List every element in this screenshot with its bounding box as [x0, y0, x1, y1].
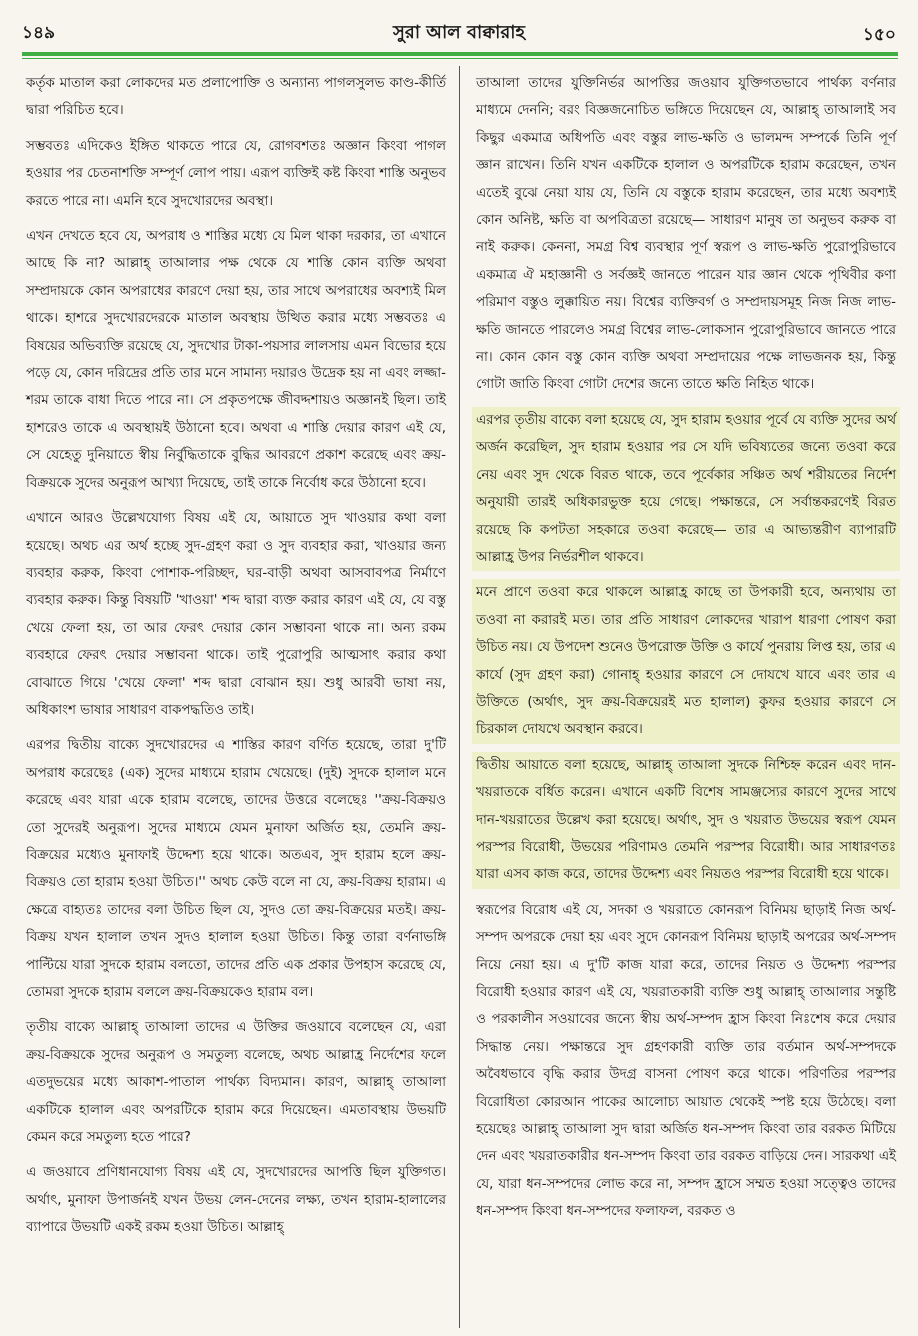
paragraph: এরপর দ্বিতীয় বাক্যে সুদখোরদের এ শাস্তির কারণ বর্ণিত হয়েছে, তারা দু'টি অপরাধ করেছেঃ (এক) সুদের মাধ্যমে হারাম খেয়েছে। (দুই) সুদকে হালাল মনে করেছে এবং যারা একে হারাম বলেছে, তাদের উত্তরে বলেছেঃ ''ক্রয়-বিক্রয়ও তো সুদেরই অনুরূপ। সুদের মাধ্যমে যেমন মুনাফা অর্জিত হয়, তেমনি ক্রয়-বিক্রয়ের মধ্যেও মুনাফাই উদ্দেশ্য হয়ে থাকে। অতএব, সুদ হারাম হলে ক্রয়-বিক্রয়ও তো হারাম হওয়া উচিত।'' অথচ কেউ বলে না যে, ক্রয়-বিক্রয় হারাম। এ ক্ষেত্রে বাহ্যতঃ তাদের বলা উচিত ছিল যে, সুদও তো ক্রয়-বিক্রয়ের মতই। ক্রয়-বিক্রয় যখন হালাল তখন সুদও হালাল হওয়া উচিত। কিন্তু তারা বর্ণনাভঙ্গি পাল্টিয়ে যারা সুদকে হারাম বলতো, তাদের প্রতি এক প্রকার উপহাস করেছে যে, তোমরা সুদকে হারাম বললে ক্রয়-বিক্রয়কেও হারাম বল। [26, 738, 446, 1000]
paragraph: এ জওয়াবে প্রণিধানযোগ্য বিষয় এই যে, সুদখোরদের আপত্তি ছিল যুক্তিগত। অর্থাৎ, মুনাফা উপার্জনই যখন উভয় লেন-দেনের লক্ষ্য, তখন হারাম-হালালের ব্যাপারে উভয়টি একই রকম হওয়া উচিত। আল্লাহ্ [26, 1165, 446, 1236]
paragraph: এখন দেখতে হবে যে, অপরাধ ও শাস্তির মধ্যে যে মিল থাকা দরকার, তা এখানে আছে কি না? আল্লাহ্ তাআলার পক্ষ থেকে যে শাস্তি কোন ব্যক্তি অথবা সম্প্রদায়কে কোন অপরাধের কারণে দেয়া হয়, তার সাথে অপরাধের অবশ্যই মিল থাকে। হাশরে সুদখোরদেরকে মাতাল অবস্থায় উত্থিত করার মধ্যে সম্ভবতঃ এ বিষয়ের অভিব্যক্তি রয়েছে যে, সুদখোর টাকা-পয়সার লালসায় এমন বিভোর হয়ে পড়ে যে, কোন দরিদ্রের প্রতি তার মনে সামান্য দয়ারও উদ্রেক হয় না এবং লজ্জা-শরম তাকে বাধা দিতে পারে না। সে প্রকৃতপক্ষে জীবদ্দশায়ও অজ্ঞানই ছিল। তাই হাশরেও তাকে এ অবস্থায়ই উঠানো হবে। অথবা এ শাস্তি দেয়ার কারণ এই যে, সে যেহেতু দুনিয়াতে স্বীয় নির্বুদ্ধিতাকে বুদ্ধির আবরণে প্রকাশ করেছে এবং ক্রয়-বিক্রয়কে সুদের অনুরূপ আখ্যা দিয়েছে, তাই তাকে নির্বোধ করে উঠানো হবে। [26, 229, 446, 491]
header-rule-thin [22, 58, 898, 59]
column-divider [459, 66, 460, 1328]
paragraph: তৃতীয় বাক্যে আল্লাহ্ তাআলা তাদের এ উক্তির জওয়াবে বলেছেন যে, এরা ক্রয়-বিক্রয়কে সুদের অনুরূপ ও সমতুল্য বলেছে, অথচ আল্লাহ্র নির্দেশের ফলে এতদুভয়ের মধ্যে আকাশ-পাতাল পার্থক্য বিদ্যমান। কারণ, আল্লাহ্ তাআলা একটিকে হালাল এবং অপরটিকে হারাম করে দিয়েছেন। এমতাবস্থায় উভয়টি কেমন করে সমতুল্য হতে পারে? [26, 1020, 446, 1146]
paragraph: এরপর তৃতীয় বাক্যে বলা হয়েছে যে, সুদ হারাম হওয়ার পূর্বে যে ব্যক্তি সুদের অর্থ অর্জন করেছিল, সুদ হারাম হওয়ার পর সে যদি ভবিষ্যতের জন্যে তওবা করে নেয় এবং সুদ থেকে বিরত থাকে, তবে পূর্বেকার সঞ্চিত অর্থ শরীয়তের নির্দেশ অনুযায়ী তারই অধিকারভুক্ত হয়ে গেছে। পক্ষান্তরে, সে সর্বান্তকরণেই বিরত রয়েছে কি কপটতা সহকারে তওবা করেছে— তার এ আভ্যন্তরীণ ব্যাপারটি আল্লাহ্র উপর নির্ভরশীল থাকবে। [472, 407, 900, 571]
header-rule [22, 52, 898, 56]
left-column [22, 70, 450, 1320]
paragraph: স্বরূপের বিরোধ এই যে, সদকা ও খয়রাতে কোনরূপ বিনিময় ছাড়াই নিজ অর্থ-সম্পদ অপরকে দেয়া হয় এবং সুদে কোনরূপ বিনিময় ছাড়াই অপরের অর্থ-সম্পদ নিয়ে নেয়া হয়। এ দু'টি কাজ যারা করে, তাদের নিয়ত ও উদ্দেশ্য পরস্পর বিরোধী হওয়ার কারণ এই যে, খয়রাতকারী ব্যক্তি শুধু আল্লাহ্ তাআলার সন্তুষ্টি ও পরকালীন সওয়াবের জন্যে স্বীয় অর্থ-সম্পদ হ্রাস কিংবা নিঃশেষ করে দেয়ার সিদ্ধান্ত নেয়। পক্ষান্তরে সুদ গ্রহণকারী ব্যক্তি তার বর্তমান অর্থ-সম্পদকে অবৈধভাবে বৃদ্ধি করার উদগ্র বাসনা পোষণ করে থাকে। পরিণতির পরস্পর বিরোধিতা কোরআন পাকের আলোচ্য আয়াত থেকেই স্পষ্ট হয়ে উঠেছে। বলা হয়েছেঃ আল্লাহ্ তাআলা সুদ দ্বারা অর্জিত ধন-সম্পদ কিংবা তার বরকত মিটিয়ে দেন এবং খয়রাতকারীর ধন-সম্পদ কিংবা তার বরকত বাড়িয়ে দেন। সারকথা এই যে, যারা ধন-সম্পদের লোভ করে না, সম্পদ হ্রাসে সম্মত হওয়া সত্ত্বেও তাদের ধন-সম্পদ কিংবা ধন-সম্পদের ফলাফল, বরকত ও [476, 902, 896, 1220]
page-number-right: ১৫০ [862, 25, 896, 45]
paragraph: সম্ভবতঃ এদিকেও ইঙ্গিত থাকতে পারে যে, রোগবশতঃ অজ্ঞান কিংবা পাগল হওয়ার পর চেতনাশক্তি সম্পূর্ণ লোপ পায়। এরূপ ব্যক্তিই কষ্ট কিংবা শাস্তি অনুভব করতে পারে না। এমনি হবে সুদখোরদের অবস্থা। [26, 138, 446, 209]
page-header [0, 0, 918, 64]
paragraph: মনে প্রাণে তওবা করে থাকলে আল্লাহ্র কাছে তা উপকারী হবে, অন্যথায় তা তওবা না করারই মত। তার প্রতি সাধারণ লোকদের খারাপ ধারণা পোষণ করা উচিত নয়। যে উপদেশ শুনেও উপরোক্ত উক্তি ও কার্যে পুনরায় লিপ্ত হয়, তার এ কার্যে (সুদ গ্রহণ করা) গোনাহ্ হওয়ার কারণে সে দোযখে যাবে এবং তার এ উক্তিতে (অর্থাৎ, সুদ ক্রয়-বিক্রয়েরই মত হালাল) কুফর হওয়ার কারণে সে চিরকাল দোযখে অবস্থান করবে। [472, 579, 900, 743]
paragraph: তাআলা তাদের যুক্তিনির্ভর আপত্তির জওয়াব যুক্তিগতভাবে পার্থক্য বর্ণনার মাধ্যমে দেননি; বরং বিজ্ঞজনোচিত ভঙ্গিতে দিয়েছেন যে, আল্লাহ্ তাআলাই সব কিছুর একমাত্র অধিপতি এবং বস্তুর লাভ-ক্ষতি ও ভালমন্দ সম্পর্কে তিনি পূর্ণ জ্ঞান রাখেন। তিনি যখন একটিকে হালাল ও অপরটিকে হারাম করেছেন, তখন এতেই বুঝে নেয়া যায় যে, তিনি যে বস্তুকে হারাম করেছেন, তার মধ্যে অবশ্যই কোন অনিষ্ট, ক্ষতি বা অপবিত্রতা রয়েছে— সাধারণ মানুষ তা অনুভব করুক বা নাই করুক। কেননা, সমগ্র বিশ্ব ব্যবস্থার পূর্ণ স্বরূপ ও লাভ-ক্ষতি পুরোপুরিভাবে একমাত্র ঐ মহাজ্ঞানী ও সর্বজ্ঞই জানতে পারেন যার জ্ঞান থেকে পৃথিবীর কণা পরিমাণ বস্তুও লুক্কায়িত নয়। বিশ্বের ব্যক্তিবর্গ ও সম্প্রদায়সমূহ নিজ নিজ লাভ-ক্ষতি জানতে পারলেও সমগ্র বিশ্বের লাভ-লোকসান পুরোপুরিভাবে জানতে পারে না। কোন কোন বস্তু কোন ব্যক্তি অথবা সম্প্রদায়ের পক্ষে লাভজনক হয়, কিন্তু গোটা জাতি কিংবা গোটা দেশের জন্যে তাতে ক্ষতি নিহিত থাকে। [476, 76, 896, 393]
surah-title: সুরা আল বাক্বারাহ [393, 22, 525, 43]
page-number-left: ১৪৯ [22, 23, 56, 43]
paragraph: এখানে আরও উল্লেখযোগ্য বিষয় এই যে, আয়াতে সুদ খাওয়ার কথা বলা হয়েছে। অথচ এর অর্থ হচ্ছে সুদ-গ্রহণ করা ও সুদ ব্যবহার করা, খাওয়ার জন্য ব্যবহার করুক, কিংবা পোশাক-পরিচ্ছদ, ঘর-বাড়ী অথবা আসবাবপত্র নির্মাণে ব্যবহার করুক। কিন্তু বিষয়টি 'খাওয়া' শব্দ দ্বারা ব্যক্ত করার কারণ এই যে, যে বস্তু খেয়ে ফেলা হয়, তা আর ফেরৎ দেয়ার কোন সম্ভাবনা থাকে না। অন্য রকম ব্যবহারে ফেরৎ দেয়ার সম্ভাবনা থাকে। তাই পুরোপুরি আত্মসাৎ করার কথা বোঝাতে গিয়ে 'খেয়ে ফেলা' শব্দ দ্বারা বোঝান হয়। শুধু আরবী ভাষা নয়, অধিকাংশ ভাষার সাধারণ বাকপদ্ধতিও তাই। [26, 511, 446, 718]
paragraph: দ্বিতীয় আয়াতে বলা হয়েছে, আল্লাহ্ তাআলা সুদকে নিশ্চিহ্ন করেন এবং দান-খয়রাতকে বর্ধিত করেন। এখানে একটি বিশেষ সামঞ্জস্যের কারণে সুদের সাথে দান-খয়রাতের উল্লেখ করা হয়েছে। অর্থাৎ, সুদ ও খয়রাত উভয়ের স্বরূপ যেমন পরস্পর বিরোধী, উভয়ের পরিণামও তেমনি পরস্পর বিরোধী। আর সাধারণতঃ যারা এসব কাজ করে, তাদের উদ্দেশ্য এবং নিয়তও পরস্পর বিরোধী হয়ে থাকে। [472, 752, 900, 889]
right-column [472, 70, 900, 1320]
paragraph: কর্তৃক মাতাল করা লোকদের মত প্রলাপোক্তি ও অন্যান্য পাগলসুলভ কাণ্ড-কীর্তি দ্বারা পরিচিত হবে। [26, 76, 446, 119]
